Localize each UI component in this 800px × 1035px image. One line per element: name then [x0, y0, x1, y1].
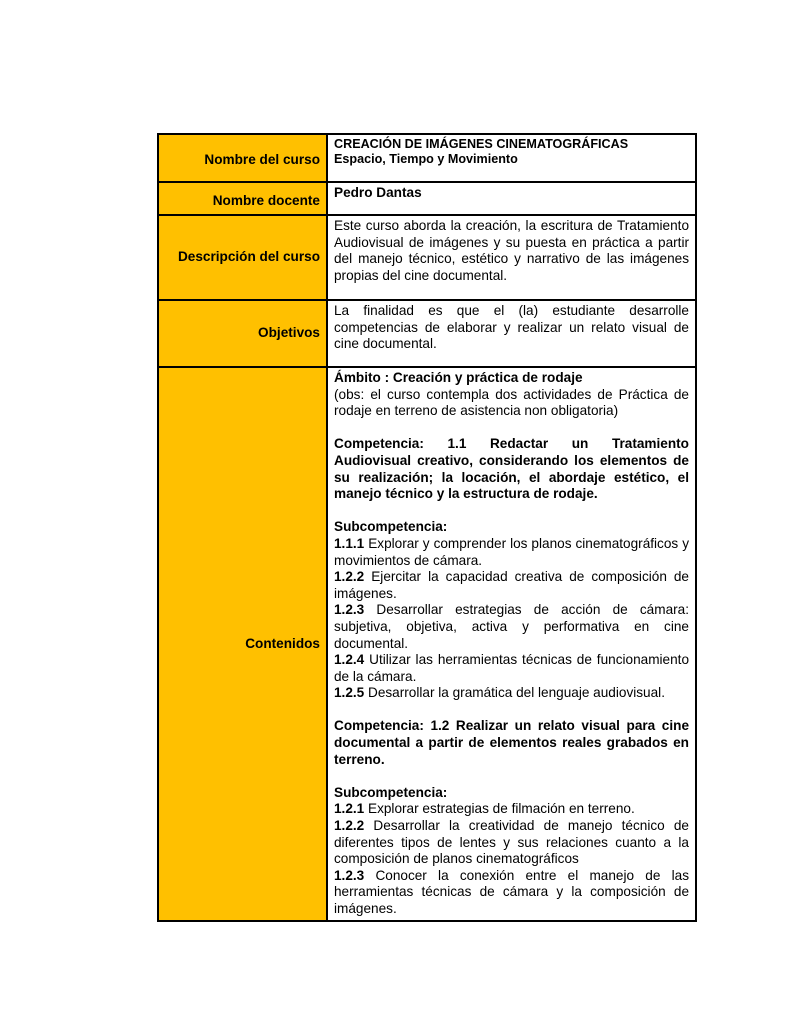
- item-text: Explorar y comprender los planos cinematográficos y movimientos de cámara.: [334, 535, 689, 568]
- item-number: 1.1.1: [334, 535, 365, 551]
- subcompetencia-item: [334, 569, 689, 602]
- item-text: Desarrollar la creatividad de manejo técnico de diferentes tipos de lentes y sus relaciones cuanto a la composición de planos cinematográficos: [334, 818, 689, 867]
- course-subtitle: Espacio, Tiempo y Movimiento: [334, 152, 518, 166]
- label-course-name: Nombre del curso: [158, 134, 327, 182]
- course-name-value: [327, 134, 696, 182]
- item-number: 1.2.3: [334, 867, 365, 883]
- competencia-1-text: : 1.1 Redactar un Tratamiento Audiovisual creativo, considerando los elementos de su realización; la locación, el abordaje estético, el manejo técnico y la estructura de rodaje.: [334, 436, 689, 502]
- item-text: Ejercitar la capacidad creativa de composición de imágenes.: [334, 569, 689, 601]
- label-objectives: Objetivos: [158, 300, 327, 367]
- row-course-name: [158, 134, 696, 182]
- item-text: Conocer la conexión entre el manejo de las herramientas técnicas de cámara y la composición de imágenes.: [334, 867, 689, 916]
- item-number: 1.2.4: [334, 652, 365, 668]
- subcompetencia-item: [334, 801, 689, 818]
- competencia-1: [334, 436, 689, 502]
- contents-value: [327, 367, 696, 921]
- subcompetencia-item: [334, 536, 689, 569]
- row-description: [158, 215, 696, 300]
- objectives-value: La finalidad es que el (la) estudiante desarrolle competencias de elaborar y realizar un relato visual de cine documental.: [327, 300, 696, 367]
- item-number: 1.2.3: [334, 602, 365, 618]
- subcompetencia-2-list: [334, 801, 689, 917]
- course-table: [157, 133, 697, 922]
- subcompetencia-item: [334, 818, 689, 868]
- obs-note: (obs: el curso contempla dos actividades de Práctica de rodaje en terreno de asistencia non obligatoria): [334, 386, 689, 419]
- teacher-value: Pedro Dantas: [327, 182, 696, 215]
- subcompetencia-1-label: Subcompetencia:: [334, 519, 448, 535]
- label-description: Descripción del curso: [158, 215, 327, 300]
- course-title: CREACIÓN DE IMÁGENES CINEMATOGRÁFICAS: [334, 137, 629, 151]
- subcompetencia-item: [334, 652, 689, 685]
- row-objectives: [158, 300, 696, 367]
- ambito: Ámbito : Creación y práctica de rodaje: [334, 370, 583, 385]
- item-text: Explorar estrategias de filmación en terreno.: [364, 801, 635, 817]
- subcompetencia-item: [334, 868, 689, 918]
- item-number: 1.2.2: [334, 569, 365, 585]
- row-teacher: [158, 182, 696, 215]
- label-teacher: Nombre docente: [158, 182, 327, 215]
- subcompetencia-item: [334, 685, 689, 702]
- item-number: 1.2.2: [334, 818, 365, 834]
- subcompetencia-1-list: [334, 536, 689, 702]
- description-value: Este curso aborda la creación, la escritura de Tratamiento Audiovisual de imágenes y su puesta en práctica a partir del manejo técnico, estético y narrativo de las imágenes propias del cine documental.: [327, 215, 696, 300]
- competencia-1-label: Competencia: [334, 436, 420, 452]
- item-text: Utilizar las herramientas técnicas de funcionamiento de la cámara.: [334, 652, 689, 684]
- subcompetencia-2-label: Subcompetencia:: [334, 784, 448, 800]
- label-contents: Contenidos: [158, 367, 327, 921]
- subcompetencia-item: [334, 602, 689, 652]
- item-text: Desarrollar la gramática del lenguaje audiovisual.: [364, 685, 665, 701]
- item-text: Desarrollar estrategias de acción de cámara: subjetiva, objetiva, activa y performativa en cine documental.: [334, 602, 689, 651]
- item-number: 1.2.1: [334, 801, 365, 817]
- competencia-2: Competencia: 1.2 Realizar un relato visual para cine documental a partir de elementos reales grabados en terreno.: [334, 718, 689, 767]
- item-number: 1.2.5: [334, 685, 365, 701]
- row-contents: [158, 367, 696, 921]
